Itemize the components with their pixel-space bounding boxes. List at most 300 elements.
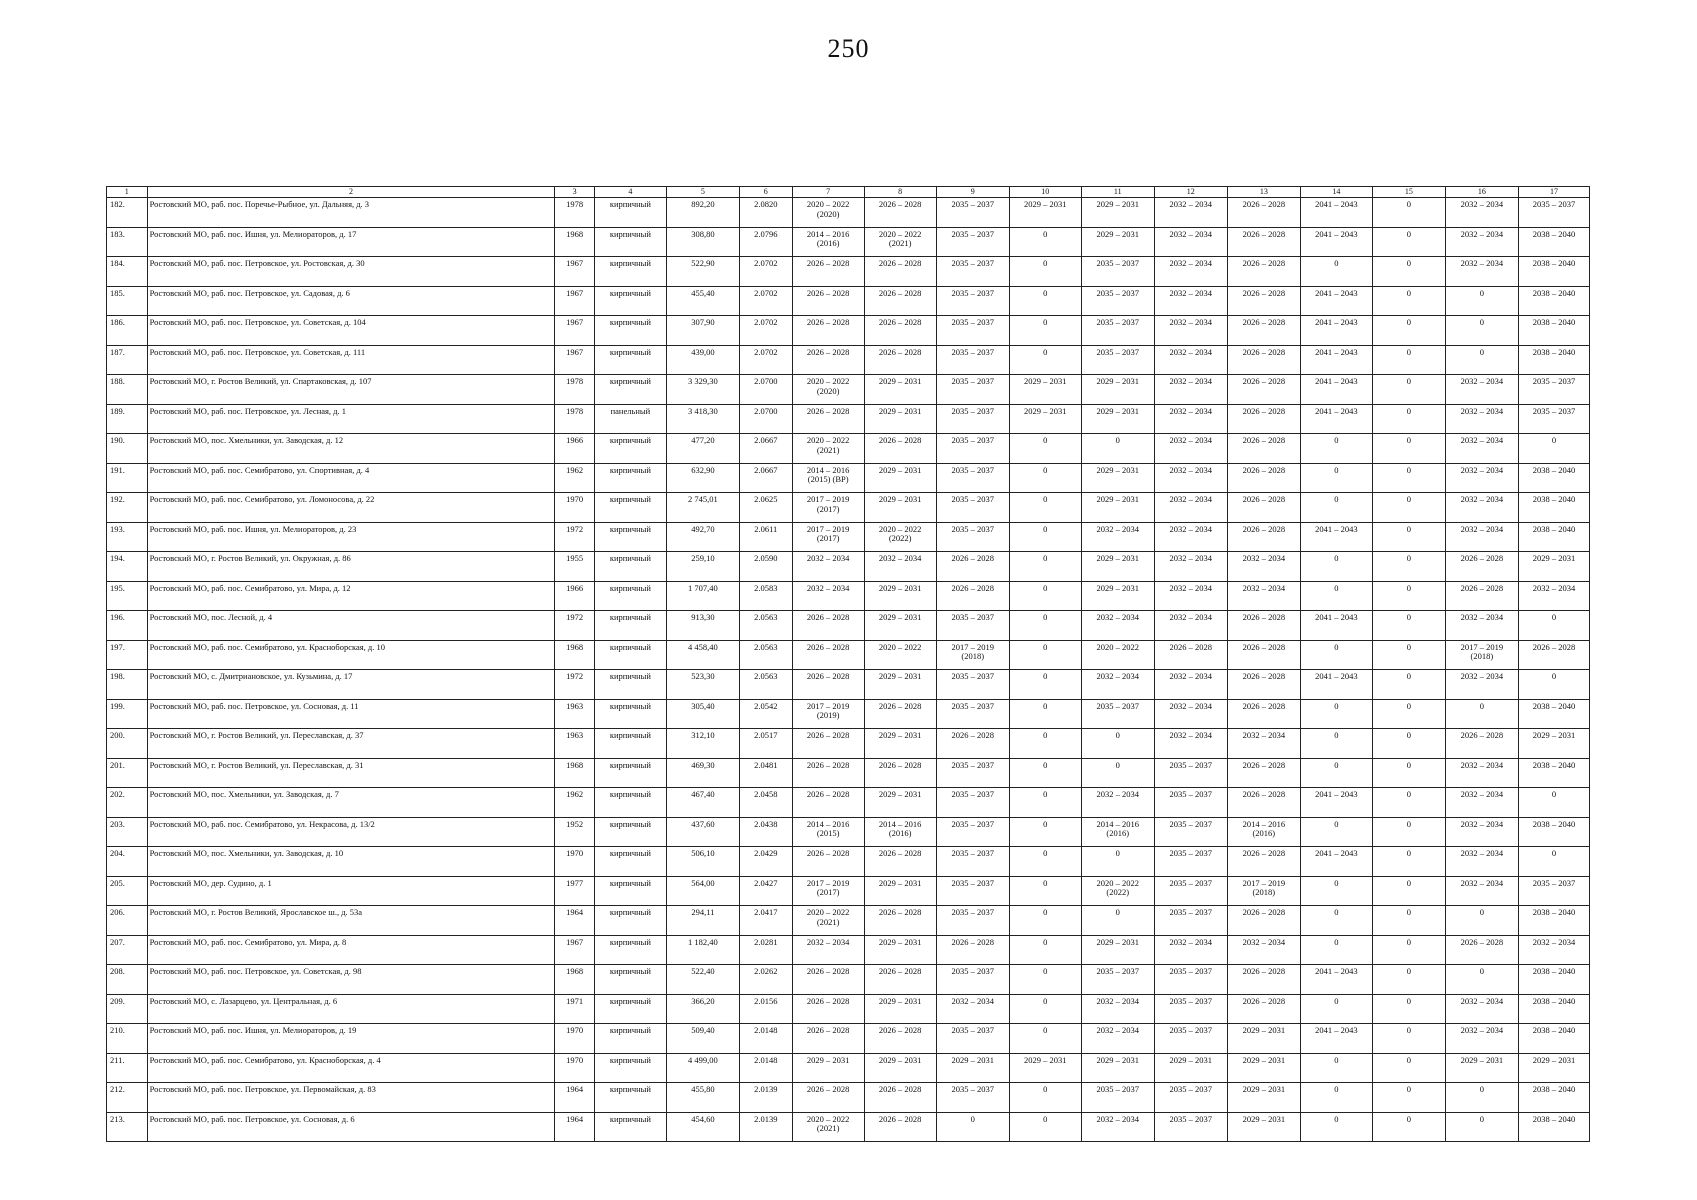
period-col-13-cell: 2026 – 2028 [1227, 611, 1300, 641]
address-cell: Ростовский МО, г. Ростов Великий, ул. Переславская, д. 31 [147, 758, 555, 788]
address-cell: Ростовский МО, раб. пос. Семибратово, ул. Мира, д. 8 [147, 935, 555, 965]
period-col-8-cell: 2029 – 2031 [864, 493, 936, 523]
period-col-16-cell: 2032 – 2034 [1445, 670, 1518, 700]
period-col-16-cell: 2032 – 2034 [1445, 493, 1518, 523]
wall-material-cell: кирпичный [594, 729, 666, 759]
period-col-7-cell: 2020 – 2022 (2021) [792, 906, 864, 936]
column-number-header: 8 [864, 187, 936, 198]
period-col-11-cell: 0 [1081, 906, 1154, 936]
area-cell: 4 458,40 [666, 640, 739, 670]
period-col-15-cell: 0 [1372, 227, 1445, 257]
period-col-14-cell: 0 [1300, 729, 1372, 759]
period-col-16-cell: 0 [1445, 965, 1518, 995]
period-col-16-cell: 2017 – 2019 (2018) [1445, 640, 1518, 670]
year-built-cell: 1978 [555, 198, 595, 228]
period-col-9-cell: 2035 – 2037 [936, 906, 1009, 936]
period-col-12-cell: 2032 – 2034 [1154, 345, 1227, 375]
period-col-9-cell: 2035 – 2037 [936, 198, 1009, 228]
table-row [107, 286, 1590, 316]
period-col-12-cell: 2035 – 2037 [1154, 876, 1227, 906]
period-col-14-cell: 0 [1300, 493, 1372, 523]
period-col-7-cell: 2032 – 2034 [792, 581, 864, 611]
year-built-cell: 1963 [555, 729, 595, 759]
year-built-cell: 1978 [555, 375, 595, 405]
row-number-cell: 197. [107, 640, 148, 670]
period-col-7-cell: 2026 – 2028 [792, 286, 864, 316]
period-col-11-cell: 0 [1081, 729, 1154, 759]
period-col-14-cell: 0 [1300, 876, 1372, 906]
period-col-12-cell: 2035 – 2037 [1154, 758, 1227, 788]
table-row [107, 375, 1590, 405]
period-col-16-cell: 0 [1445, 345, 1518, 375]
period-col-11-cell: 2029 – 2031 [1081, 581, 1154, 611]
address-cell: Ростовский МО, раб. пос. Петровское, ул. Ростовская, д. 30 [147, 257, 555, 287]
row-number-cell: 182. [107, 198, 148, 228]
period-col-9-cell: 2026 – 2028 [936, 552, 1009, 582]
year-built-cell: 1964 [555, 1083, 595, 1113]
period-col-15-cell: 0 [1372, 935, 1445, 965]
period-col-16-cell: 0 [1445, 1112, 1518, 1142]
address-cell: Ростовский МО, с. Лазарцево, ул. Центральная, д. 6 [147, 994, 555, 1024]
period-col-15-cell: 0 [1372, 758, 1445, 788]
period-col-15-cell: 0 [1372, 581, 1445, 611]
period-col-8-cell: 2029 – 2031 [864, 994, 936, 1024]
table-row [107, 611, 1590, 641]
row-number-cell: 187. [107, 345, 148, 375]
period-col-17-cell: 2038 – 2040 [1518, 522, 1589, 552]
period-col-17-cell: 2038 – 2040 [1518, 994, 1589, 1024]
priority-index-cell: 2.0542 [739, 699, 792, 729]
row-number-cell: 211. [107, 1053, 148, 1083]
period-col-9-cell: 2029 – 2031 [936, 1053, 1009, 1083]
table-row [107, 257, 1590, 287]
period-col-10-cell: 0 [1009, 463, 1081, 493]
period-col-8-cell: 2029 – 2031 [864, 1053, 936, 1083]
address-cell: Ростовский МО, г. Ростов Великий, Ярославское ш., д. 53а [147, 906, 555, 936]
table-header [107, 187, 1590, 198]
period-col-13-cell: 2026 – 2028 [1227, 316, 1300, 346]
period-col-17-cell: 2029 – 2031 [1518, 552, 1589, 582]
priority-index-cell: 2.0139 [739, 1112, 792, 1142]
priority-index-cell: 2.0667 [739, 463, 792, 493]
wall-material-cell: кирпичный [594, 581, 666, 611]
row-number-cell: 189. [107, 404, 148, 434]
period-col-11-cell: 2032 – 2034 [1081, 1112, 1154, 1142]
row-number-cell: 208. [107, 965, 148, 995]
table-row [107, 1083, 1590, 1113]
row-number-cell: 206. [107, 906, 148, 936]
period-col-8-cell: 2026 – 2028 [864, 345, 936, 375]
address-cell: Ростовский МО, раб. пос. Петровское, ул. Первомайская, д. 83 [147, 1083, 555, 1113]
period-col-14-cell: 2041 – 2043 [1300, 404, 1372, 434]
period-col-12-cell: 2032 – 2034 [1154, 375, 1227, 405]
period-col-7-cell: 2020 – 2022 (2020) [792, 375, 864, 405]
period-col-7-cell: 2020 – 2022 (2020) [792, 198, 864, 228]
period-col-14-cell: 2041 – 2043 [1300, 670, 1372, 700]
period-col-15-cell: 0 [1372, 552, 1445, 582]
year-built-cell: 1970 [555, 1053, 595, 1083]
area-cell: 259,10 [666, 552, 739, 582]
period-col-16-cell: 2026 – 2028 [1445, 581, 1518, 611]
wall-material-cell: кирпичный [594, 611, 666, 641]
period-col-16-cell: 2032 – 2034 [1445, 463, 1518, 493]
period-col-10-cell: 0 [1009, 1024, 1081, 1054]
period-col-12-cell: 2035 – 2037 [1154, 965, 1227, 995]
year-built-cell: 1971 [555, 994, 595, 1024]
period-col-17-cell: 2038 – 2040 [1518, 316, 1589, 346]
table-row [107, 581, 1590, 611]
period-col-15-cell: 0 [1372, 404, 1445, 434]
period-col-11-cell: 2035 – 2037 [1081, 1083, 1154, 1113]
period-col-10-cell: 0 [1009, 935, 1081, 965]
column-number-header: 3 [555, 187, 595, 198]
period-col-13-cell: 2014 – 2016 (2016) [1227, 817, 1300, 847]
period-col-12-cell: 2032 – 2034 [1154, 227, 1227, 257]
period-col-17-cell: 2032 – 2034 [1518, 581, 1589, 611]
area-cell: 4 499,00 [666, 1053, 739, 1083]
period-col-8-cell: 2029 – 2031 [864, 375, 936, 405]
wall-material-cell: кирпичный [594, 1053, 666, 1083]
period-col-8-cell: 2026 – 2028 [864, 286, 936, 316]
period-col-13-cell: 2029 – 2031 [1227, 1053, 1300, 1083]
address-cell: Ростовский МО, пос. Хмельники, ул. Заводская, д. 12 [147, 434, 555, 464]
year-built-cell: 1967 [555, 316, 595, 346]
period-col-10-cell: 0 [1009, 965, 1081, 995]
priority-index-cell: 2.0700 [739, 375, 792, 405]
period-col-11-cell: 2035 – 2037 [1081, 345, 1154, 375]
period-col-13-cell: 2026 – 2028 [1227, 434, 1300, 464]
period-col-15-cell: 0 [1372, 522, 1445, 552]
area-cell: 506,10 [666, 847, 739, 877]
period-col-15-cell: 0 [1372, 1053, 1445, 1083]
period-col-7-cell: 2017 – 2019 (2017) [792, 522, 864, 552]
period-col-8-cell: 2026 – 2028 [864, 965, 936, 995]
period-col-11-cell: 2035 – 2037 [1081, 257, 1154, 287]
period-col-9-cell: 2026 – 2028 [936, 935, 1009, 965]
period-col-7-cell: 2026 – 2028 [792, 257, 864, 287]
period-col-9-cell: 2035 – 2037 [936, 316, 1009, 346]
period-col-7-cell: 2026 – 2028 [792, 316, 864, 346]
year-built-cell: 1966 [555, 581, 595, 611]
period-col-16-cell: 2032 – 2034 [1445, 1024, 1518, 1054]
period-col-17-cell: 2038 – 2040 [1518, 463, 1589, 493]
year-built-cell: 1962 [555, 463, 595, 493]
priority-index-cell: 2.0611 [739, 522, 792, 552]
period-col-14-cell: 2041 – 2043 [1300, 375, 1372, 405]
period-col-13-cell: 2026 – 2028 [1227, 198, 1300, 228]
period-col-9-cell: 2032 – 2034 [936, 994, 1009, 1024]
row-number-cell: 195. [107, 581, 148, 611]
area-cell: 632,90 [666, 463, 739, 493]
wall-material-cell: кирпичный [594, 640, 666, 670]
priority-index-cell: 2.0820 [739, 198, 792, 228]
row-number-cell: 207. [107, 935, 148, 965]
period-col-16-cell: 2026 – 2028 [1445, 552, 1518, 582]
period-col-10-cell: 0 [1009, 1083, 1081, 1113]
period-col-10-cell: 0 [1009, 257, 1081, 287]
address-cell: Ростовский МО, раб. пос. Петровское, ул. Лесная, д. 1 [147, 404, 555, 434]
address-cell: Ростовский МО, раб. пос. Семибратово, ул. Красноборская, д. 4 [147, 1053, 555, 1083]
table-row [107, 699, 1590, 729]
period-col-14-cell: 2041 – 2043 [1300, 611, 1372, 641]
period-col-10-cell: 0 [1009, 906, 1081, 936]
period-col-10-cell: 0 [1009, 611, 1081, 641]
period-col-15-cell: 0 [1372, 493, 1445, 523]
area-cell: 455,40 [666, 286, 739, 316]
area-cell: 492,70 [666, 522, 739, 552]
page-number: 250 [827, 34, 870, 63]
period-col-16-cell: 2032 – 2034 [1445, 434, 1518, 464]
period-col-16-cell: 2026 – 2028 [1445, 729, 1518, 759]
period-col-12-cell: 2035 – 2037 [1154, 994, 1227, 1024]
year-built-cell: 1962 [555, 788, 595, 818]
priority-index-cell: 2.0563 [739, 670, 792, 700]
housing-table-container [106, 186, 1590, 1142]
year-built-cell: 1967 [555, 286, 595, 316]
year-built-cell: 1952 [555, 817, 595, 847]
period-col-14-cell: 0 [1300, 994, 1372, 1024]
period-col-9-cell: 2035 – 2037 [936, 345, 1009, 375]
period-col-11-cell: 2032 – 2034 [1081, 788, 1154, 818]
period-col-17-cell: 2038 – 2040 [1518, 906, 1589, 936]
year-built-cell: 1968 [555, 640, 595, 670]
row-number-cell: 196. [107, 611, 148, 641]
wall-material-cell: кирпичный [594, 257, 666, 287]
period-col-11-cell: 2029 – 2031 [1081, 493, 1154, 523]
period-col-14-cell: 2041 – 2043 [1300, 345, 1372, 375]
year-built-cell: 1970 [555, 493, 595, 523]
period-col-16-cell: 2032 – 2034 [1445, 847, 1518, 877]
priority-index-cell: 2.0517 [739, 729, 792, 759]
period-col-16-cell: 2032 – 2034 [1445, 257, 1518, 287]
period-col-9-cell: 2035 – 2037 [936, 847, 1009, 877]
period-col-15-cell: 0 [1372, 847, 1445, 877]
area-cell: 467,40 [666, 788, 739, 818]
period-col-14-cell: 2041 – 2043 [1300, 965, 1372, 995]
period-col-12-cell: 2026 – 2028 [1154, 640, 1227, 670]
wall-material-cell: кирпичный [594, 965, 666, 995]
period-col-13-cell: 2026 – 2028 [1227, 375, 1300, 405]
period-col-9-cell: 2035 – 2037 [936, 1083, 1009, 1113]
area-cell: 477,20 [666, 434, 739, 464]
priority-index-cell: 2.0438 [739, 817, 792, 847]
area-cell: 509,40 [666, 1024, 739, 1054]
period-col-17-cell: 2038 – 2040 [1518, 1112, 1589, 1142]
period-col-12-cell: 2032 – 2034 [1154, 493, 1227, 523]
area-cell: 469,30 [666, 758, 739, 788]
period-col-16-cell: 2032 – 2034 [1445, 611, 1518, 641]
period-col-14-cell: 0 [1300, 1112, 1372, 1142]
address-cell: Ростовский МО, г. Ростов Великий, ул. Окружная, д. 86 [147, 552, 555, 582]
period-col-8-cell: 2020 – 2022 [864, 640, 936, 670]
period-col-9-cell: 2026 – 2028 [936, 581, 1009, 611]
period-col-12-cell: 2032 – 2034 [1154, 316, 1227, 346]
period-col-17-cell: 2038 – 2040 [1518, 1024, 1589, 1054]
period-col-17-cell: 2032 – 2034 [1518, 935, 1589, 965]
priority-index-cell: 2.0139 [739, 1083, 792, 1113]
area-cell: 564,00 [666, 876, 739, 906]
year-built-cell: 1968 [555, 758, 595, 788]
period-col-17-cell: 0 [1518, 670, 1589, 700]
period-col-17-cell: 2035 – 2037 [1518, 198, 1589, 228]
period-col-16-cell: 2032 – 2034 [1445, 198, 1518, 228]
period-col-13-cell: 2032 – 2034 [1227, 552, 1300, 582]
row-number-cell: 190. [107, 434, 148, 464]
column-number-header: 15 [1372, 187, 1445, 198]
priority-index-cell: 2.0796 [739, 227, 792, 257]
table-row [107, 876, 1590, 906]
period-col-13-cell: 2026 – 2028 [1227, 788, 1300, 818]
period-col-15-cell: 0 [1372, 611, 1445, 641]
column-number-header: 7 [792, 187, 864, 198]
period-col-8-cell: 2020 – 2022 (2022) [864, 522, 936, 552]
period-col-14-cell: 0 [1300, 581, 1372, 611]
period-col-10-cell: 0 [1009, 552, 1081, 582]
period-col-11-cell: 2029 – 2031 [1081, 552, 1154, 582]
period-col-13-cell: 2029 – 2031 [1227, 1083, 1300, 1113]
period-col-7-cell: 2026 – 2028 [792, 729, 864, 759]
period-col-14-cell: 0 [1300, 640, 1372, 670]
table-row [107, 522, 1590, 552]
table-row [107, 552, 1590, 582]
period-col-15-cell: 0 [1372, 463, 1445, 493]
period-col-17-cell: 2026 – 2028 [1518, 640, 1589, 670]
period-col-12-cell: 2032 – 2034 [1154, 286, 1227, 316]
wall-material-cell: кирпичный [594, 198, 666, 228]
period-col-16-cell: 2032 – 2034 [1445, 994, 1518, 1024]
period-col-7-cell: 2014 – 2016 (2016) [792, 227, 864, 257]
period-col-10-cell: 0 [1009, 286, 1081, 316]
period-col-11-cell: 2032 – 2034 [1081, 994, 1154, 1024]
wall-material-cell: кирпичный [594, 227, 666, 257]
period-col-8-cell: 2029 – 2031 [864, 788, 936, 818]
address-cell: Ростовский МО, г. Ростов Великий, ул. Переславская, д. 37 [147, 729, 555, 759]
period-col-17-cell: 2035 – 2037 [1518, 876, 1589, 906]
period-col-9-cell: 2035 – 2037 [936, 758, 1009, 788]
period-col-11-cell: 2029 – 2031 [1081, 404, 1154, 434]
period-col-13-cell: 2026 – 2028 [1227, 640, 1300, 670]
period-col-10-cell: 0 [1009, 434, 1081, 464]
priority-index-cell: 2.0563 [739, 640, 792, 670]
address-cell: Ростовский МО, пос. Хмельники, ул. Заводская, д. 10 [147, 847, 555, 877]
period-col-14-cell: 2041 – 2043 [1300, 1024, 1372, 1054]
period-col-8-cell: 2020 – 2022 (2021) [864, 227, 936, 257]
year-built-cell: 1968 [555, 227, 595, 257]
period-col-17-cell: 2038 – 2040 [1518, 1083, 1589, 1113]
period-col-11-cell: 0 [1081, 434, 1154, 464]
address-cell: Ростовский МО, г. Ростов Великий, ул. Спартаковская, д. 107 [147, 375, 555, 405]
period-col-16-cell: 2032 – 2034 [1445, 876, 1518, 906]
period-col-14-cell: 0 [1300, 552, 1372, 582]
year-built-cell: 1967 [555, 257, 595, 287]
period-col-14-cell: 0 [1300, 463, 1372, 493]
area-cell: 294,11 [666, 906, 739, 936]
wall-material-cell: кирпичный [594, 552, 666, 582]
period-col-12-cell: 2029 – 2031 [1154, 1053, 1227, 1083]
row-number-cell: 213. [107, 1112, 148, 1142]
period-col-17-cell: 2035 – 2037 [1518, 404, 1589, 434]
period-col-12-cell: 2032 – 2034 [1154, 198, 1227, 228]
period-col-10-cell: 0 [1009, 699, 1081, 729]
period-col-11-cell: 2032 – 2034 [1081, 670, 1154, 700]
period-col-8-cell: 2029 – 2031 [864, 935, 936, 965]
period-col-15-cell: 0 [1372, 906, 1445, 936]
priority-index-cell: 2.0702 [739, 286, 792, 316]
address-cell: Ростовский МО, раб. пос. Семибратово, ул. Красноборская, д. 10 [147, 640, 555, 670]
table-row [107, 640, 1590, 670]
period-col-11-cell: 2029 – 2031 [1081, 198, 1154, 228]
year-built-cell: 1977 [555, 876, 595, 906]
address-cell: Ростовский МО, раб. пос. Ишня, ул. Мелиораторов, д. 19 [147, 1024, 555, 1054]
period-col-16-cell: 0 [1445, 1083, 1518, 1113]
area-cell: 305,40 [666, 699, 739, 729]
period-col-15-cell: 0 [1372, 257, 1445, 287]
row-number-cell: 192. [107, 493, 148, 523]
period-col-10-cell: 0 [1009, 581, 1081, 611]
period-col-10-cell: 0 [1009, 493, 1081, 523]
period-col-14-cell: 2041 – 2043 [1300, 286, 1372, 316]
period-col-13-cell: 2026 – 2028 [1227, 522, 1300, 552]
priority-index-cell: 2.0625 [739, 493, 792, 523]
period-col-13-cell: 2026 – 2028 [1227, 227, 1300, 257]
period-col-9-cell: 2035 – 2037 [936, 404, 1009, 434]
year-built-cell: 1963 [555, 699, 595, 729]
wall-material-cell: кирпичный [594, 906, 666, 936]
period-col-8-cell: 2026 – 2028 [864, 1024, 936, 1054]
area-cell: 523,30 [666, 670, 739, 700]
period-col-10-cell: 2029 – 2031 [1009, 404, 1081, 434]
period-col-10-cell: 0 [1009, 640, 1081, 670]
wall-material-cell: кирпичный [594, 522, 666, 552]
period-col-14-cell: 2041 – 2043 [1300, 847, 1372, 877]
column-number-header: 2 [147, 187, 555, 198]
period-col-11-cell: 2029 – 2031 [1081, 1053, 1154, 1083]
area-cell: 312,10 [666, 729, 739, 759]
period-col-8-cell: 2026 – 2028 [864, 847, 936, 877]
period-col-13-cell: 2026 – 2028 [1227, 670, 1300, 700]
period-col-14-cell: 0 [1300, 434, 1372, 464]
period-col-14-cell: 0 [1300, 1083, 1372, 1113]
period-col-9-cell: 2035 – 2037 [936, 493, 1009, 523]
period-col-10-cell: 0 [1009, 316, 1081, 346]
year-built-cell: 1967 [555, 345, 595, 375]
period-col-14-cell: 2041 – 2043 [1300, 522, 1372, 552]
period-col-8-cell: 2029 – 2031 [864, 876, 936, 906]
wall-material-cell: кирпичный [594, 817, 666, 847]
period-col-14-cell: 2041 – 2043 [1300, 788, 1372, 818]
period-col-11-cell: 2020 – 2022 [1081, 640, 1154, 670]
period-col-15-cell: 0 [1372, 434, 1445, 464]
period-col-14-cell: 2041 – 2043 [1300, 227, 1372, 257]
period-col-17-cell: 2038 – 2040 [1518, 493, 1589, 523]
column-number-header: 11 [1081, 187, 1154, 198]
period-col-13-cell: 2026 – 2028 [1227, 257, 1300, 287]
period-col-16-cell: 2032 – 2034 [1445, 817, 1518, 847]
priority-index-cell: 2.0156 [739, 994, 792, 1024]
row-number-cell: 201. [107, 758, 148, 788]
period-col-7-cell: 2020 – 2022 (2021) [792, 434, 864, 464]
period-col-7-cell: 2026 – 2028 [792, 345, 864, 375]
year-built-cell: 1967 [555, 935, 595, 965]
period-col-15-cell: 0 [1372, 198, 1445, 228]
year-built-cell: 1964 [555, 1112, 595, 1142]
period-col-16-cell: 2026 – 2028 [1445, 935, 1518, 965]
period-col-14-cell: 2041 – 2043 [1300, 198, 1372, 228]
period-col-7-cell: 2026 – 2028 [792, 847, 864, 877]
address-cell: Ростовский МО, с. Дмитриановское, ул. Кузьмина, д. 17 [147, 670, 555, 700]
period-col-8-cell: 2026 – 2028 [864, 198, 936, 228]
wall-material-cell: кирпичный [594, 699, 666, 729]
